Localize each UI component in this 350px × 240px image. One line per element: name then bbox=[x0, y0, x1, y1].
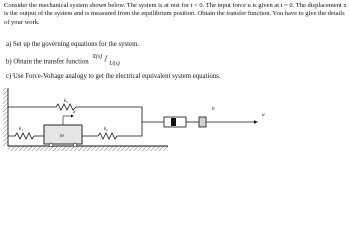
ground bbox=[8, 146, 168, 151]
spring-k1 bbox=[8, 133, 44, 139]
damper-piston bbox=[171, 118, 176, 126]
label-m: m bbox=[60, 133, 64, 139]
spring-k2 bbox=[82, 122, 164, 139]
label-k2: k₂ bbox=[104, 126, 109, 132]
tf-denominator: U(s) bbox=[109, 61, 120, 67]
problem-intro: Consider the mechanical system shown below. The system is at rest for t < 0. The input force u is given at t = 0. The displacement x is the output of the system and is measured from the equilibrium position. Obtain the transfer function. You have to give the details of your work. bbox=[4, 2, 347, 26]
question-c: c) Use Force-Voltage analogy to get the electrical equivalent system equations. bbox=[6, 73, 221, 80]
tf-slash: / bbox=[104, 53, 108, 65]
input-force-arrowhead bbox=[254, 120, 258, 124]
label-x: x bbox=[73, 109, 76, 115]
hub-block bbox=[199, 117, 206, 127]
question-a: a) Set up the governing equations for the system. bbox=[6, 41, 140, 48]
wheel-right bbox=[73, 143, 77, 147]
label-b: b bbox=[212, 106, 215, 112]
label-k3: k₃ bbox=[64, 98, 69, 104]
left-wall bbox=[3, 88, 8, 146]
label-k1: k₁ bbox=[19, 126, 24, 132]
wheel-left bbox=[49, 143, 53, 147]
label-u: u bbox=[262, 112, 265, 118]
question-b-text: b) Obtain the transfer function bbox=[6, 58, 89, 66]
tf-numerator: X(s) bbox=[92, 54, 103, 60]
